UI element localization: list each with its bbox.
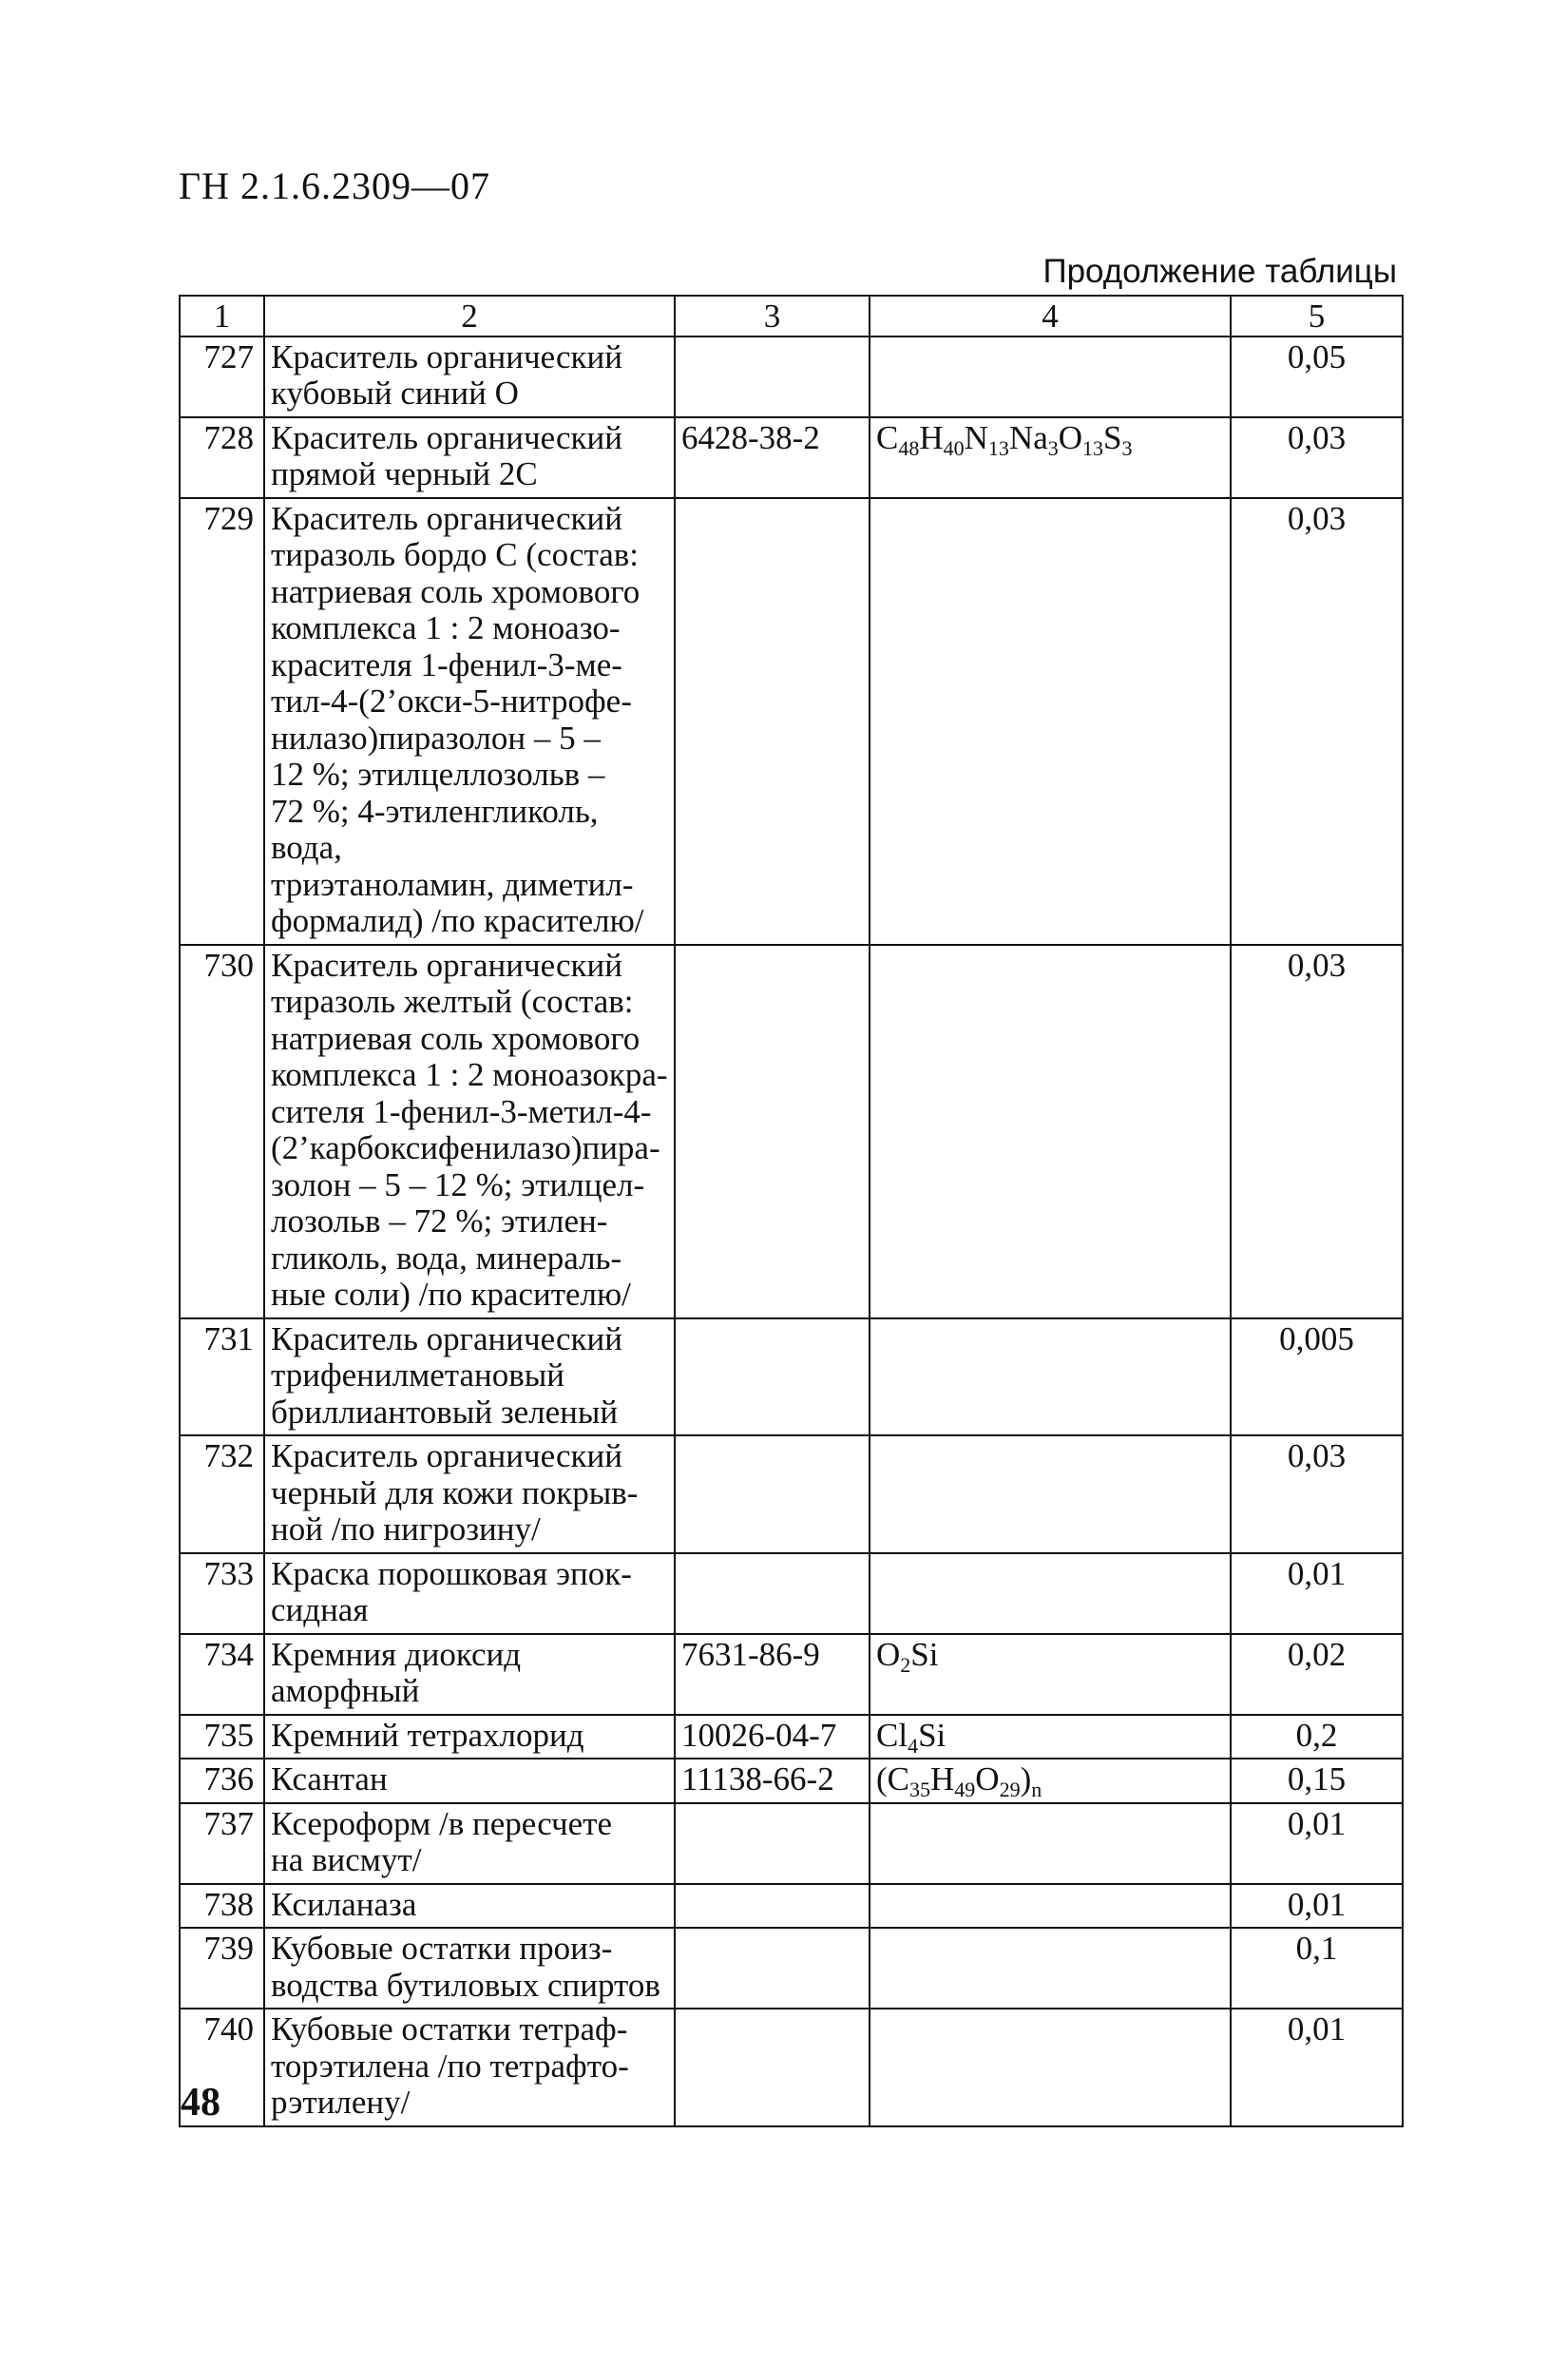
data-table <box>179 295 1404 2127</box>
formula-part: O <box>975 1760 1000 1798</box>
substance-name: Краситель органический кубовый синий О <box>264 336 675 417</box>
chemical-formula <box>870 1884 1231 1929</box>
limit-value: 0,03 <box>1231 945 1403 1318</box>
chemical-formula <box>870 2009 1231 2126</box>
formula-subscript: 4 <box>908 1733 919 1758</box>
substance-name: Кубовые остатки произ- водства бутиловых спиртов <box>264 1928 675 2009</box>
row-number: 732 <box>180 1435 264 1553</box>
limit-value: 0,02 <box>1231 1634 1403 1715</box>
table-row <box>180 1759 1403 1803</box>
chemical-formula <box>870 417 1231 498</box>
substance-name: Краситель органический тиразоль бордо С (состав: натриевая соль хромового комплекса 1 : 2 моноазо- красителя 1-фенил-3-ме- тил-4-(2’окси-5-нитрофе- нилазо)пиразолон – 5 – 12 %; этилцеллозольв – 72 %; 4-этиленгликоль, вода, триэтаноламин, диметил- формалид) /по красителю/ <box>264 498 675 945</box>
cas-number: 7631-86-9 <box>675 1634 870 1715</box>
row-number: 728 <box>180 417 264 498</box>
formula-subscript: 40 <box>943 435 965 460</box>
table-row <box>180 1928 1403 2009</box>
formula-part: H <box>930 1760 955 1798</box>
cas-number <box>675 945 870 1318</box>
row-number: 730 <box>180 945 264 1318</box>
column-header: 1 <box>180 296 264 336</box>
row-number: 733 <box>180 1553 264 1634</box>
cas-number <box>675 1928 870 2009</box>
limit-value: 0,005 <box>1231 1318 1403 1436</box>
formula-part: Si <box>918 1716 947 1754</box>
substance-name: Краситель органический прямой черный 2С <box>264 417 675 498</box>
row-number: 729 <box>180 498 264 945</box>
table-row <box>180 945 1403 1318</box>
formula-subscript: 3 <box>1121 435 1133 460</box>
document-code: ГН 2.1.6.2309—07 <box>179 164 491 207</box>
cas-number <box>675 1318 870 1436</box>
column-header: 2 <box>264 296 675 336</box>
table-row <box>180 498 1403 945</box>
row-number: 735 <box>180 1715 264 1759</box>
formula-subscript: 13 <box>1082 435 1104 460</box>
formula-part: S <box>1103 418 1122 456</box>
table-row <box>180 1803 1403 1884</box>
limit-value: 0,03 <box>1231 498 1403 945</box>
limit-value: 0,01 <box>1231 1884 1403 1929</box>
cas-number <box>675 1553 870 1634</box>
formula-subscript: 48 <box>898 435 920 460</box>
row-number: 738 <box>180 1884 264 1929</box>
table-body <box>180 336 1403 2126</box>
cas-number: 10026-04-7 <box>675 1715 870 1759</box>
table-continuation-label: Продолжение таблицы <box>1042 253 1397 290</box>
cas-number: 6428-38-2 <box>675 417 870 498</box>
chemical-formula <box>870 1928 1231 2009</box>
limit-value: 0,01 <box>1231 2009 1403 2126</box>
formula-part: Cl <box>876 1716 908 1754</box>
formula-subscript: 13 <box>987 435 1009 460</box>
substance-name: Краситель органический тиразоль желтый (состав: натриевая соль хромового комплекса 1 : 2 моноазокра- сителя 1-фенил-3-метил-4- (2’карбоксифенилазо)пира- золон – 5 – 12 %; этилцел- лозольв – 72 %; этилен- гликоль, вода, минераль- ные соли) /по красителю/ <box>264 945 675 1318</box>
formula-subscript: 29 <box>999 1778 1021 1801</box>
chemical-formula <box>870 1553 1231 1634</box>
limit-value: 0,2 <box>1231 1715 1403 1759</box>
cas-number <box>675 1435 870 1553</box>
row-number: 727 <box>180 336 264 417</box>
chemical-formula <box>870 1318 1231 1436</box>
limit-value: 0,03 <box>1231 417 1403 498</box>
chemical-formula <box>870 1715 1231 1759</box>
cas-number: 11138-66-2 <box>675 1759 870 1803</box>
table-row <box>180 1884 1403 1929</box>
row-number: 734 <box>180 1634 264 1715</box>
page-number: 48 <box>181 2081 220 2125</box>
substance-name: Кремния диоксид аморфный <box>264 1634 675 1715</box>
substance-name: Краситель органический черный для кожи покрыв- ной /по нигрозину/ <box>264 1435 675 1553</box>
substance-name: Ксиланаза <box>264 1884 675 1929</box>
substance-name: Кремний тетрахлорид <box>264 1715 675 1759</box>
formula-part: O <box>876 1635 901 1673</box>
substance-name: Ксероформ /в пересчете на висмут/ <box>264 1803 675 1884</box>
substance-name: Краска порошковая эпок- сидная <box>264 1553 675 1634</box>
formula-part: O <box>1058 418 1083 456</box>
chemical-formula <box>870 1803 1231 1884</box>
formula-part: (C <box>876 1760 909 1798</box>
formula-part: H <box>919 418 944 456</box>
table-row <box>180 1318 1403 1436</box>
chemical-formula <box>870 945 1231 1318</box>
formula-subscript: 3 <box>1047 435 1059 460</box>
column-header: 5 <box>1231 296 1403 336</box>
substance-name: Кубовые остатки тетраф- торэтилена /по тетрафто- рэтилену/ <box>264 2009 675 2126</box>
cas-number <box>675 1803 870 1884</box>
formula-part: N <box>964 418 988 456</box>
column-header: 4 <box>870 296 1231 336</box>
limit-value: 0,1 <box>1231 1928 1403 2009</box>
row-number: 736 <box>180 1759 264 1803</box>
chemical-formula <box>870 1634 1231 1715</box>
limit-value: 0,03 <box>1231 1435 1403 1553</box>
table-row <box>180 417 1403 498</box>
table-row <box>180 1634 1403 1715</box>
substance-name: Краситель органический трифенилметановый бриллиантовый зеленый <box>264 1318 675 1436</box>
cas-number <box>675 336 870 417</box>
limit-value: 0,01 <box>1231 1803 1403 1884</box>
limit-value: 0,15 <box>1231 1759 1403 1803</box>
row-number: 731 <box>180 1318 264 1436</box>
formula-part: Si <box>910 1635 939 1673</box>
cas-number <box>675 1884 870 1929</box>
row-number: 739 <box>180 1928 264 2009</box>
row-number: 737 <box>180 1803 264 1884</box>
chemical-formula <box>870 1435 1231 1553</box>
formula-part: Na <box>1008 418 1048 456</box>
table-row <box>180 1553 1403 1634</box>
cas-number <box>675 2009 870 2126</box>
formula-subscript: 35 <box>909 1778 930 1801</box>
chemical-formula <box>870 1759 1231 1803</box>
formula-subscript: 2 <box>900 1652 911 1677</box>
table-row <box>180 2009 1403 2126</box>
limit-value: 0,01 <box>1231 1553 1403 1634</box>
chemical-formula <box>870 498 1231 945</box>
column-header: 3 <box>675 296 870 336</box>
row-number: 740 <box>180 2009 264 2126</box>
chemical-formula <box>870 336 1231 417</box>
table-row <box>180 336 1403 417</box>
table-row <box>180 1715 1403 1759</box>
limit-value: 0,05 <box>1231 336 1403 417</box>
table-header-row <box>180 296 1403 336</box>
substance-name: Ксантан <box>264 1759 675 1803</box>
cas-number <box>675 498 870 945</box>
table-row <box>180 1435 1403 1553</box>
formula-subscript: 49 <box>954 1778 976 1801</box>
formula-part: C <box>876 418 899 456</box>
formula-subscript: n <box>1031 1778 1042 1801</box>
formula-part: ) <box>1020 1760 1032 1798</box>
